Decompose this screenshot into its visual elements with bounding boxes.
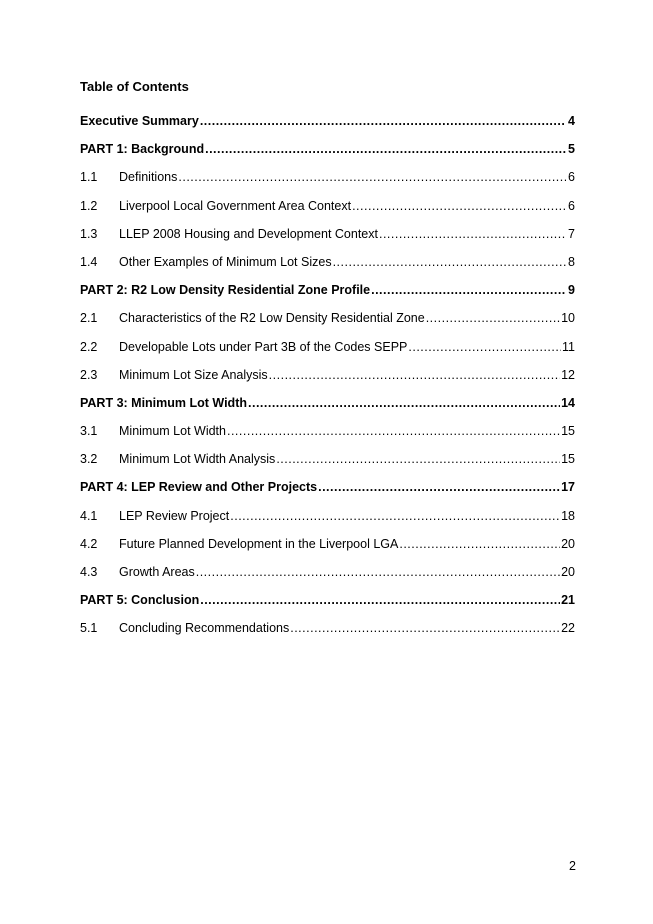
toc-entry-number: 2.2 — [80, 339, 98, 354]
toc-dot-leader — [248, 395, 560, 411]
toc-entry[interactable] — [80, 310, 575, 338]
toc-entry-title: Future Planned Development in the Liverpool LGA — [119, 536, 399, 551]
toc-entry-page: 6 — [568, 198, 575, 213]
toc-entry-title: Minimum Lot Width — [119, 424, 226, 439]
toc-entry-title: Growth Areas — [119, 565, 195, 579]
toc-entry-number: 1.4 — [80, 254, 98, 269]
toc-entry-page: 9 — [568, 283, 575, 298]
toc-entry-page: 6 — [568, 170, 575, 185]
toc-entry-page: 21 — [561, 593, 575, 608]
toc-entry-page: 5 — [568, 142, 575, 157]
toc-entry-title: Definitions — [119, 170, 178, 185]
toc-entry-number: 3.1 — [80, 424, 98, 439]
toc-entry[interactable] — [80, 564, 575, 592]
toc-entry[interactable] — [80, 508, 575, 536]
toc-entry-page: 8 — [568, 254, 575, 269]
toc-entry-page: 15 — [561, 452, 575, 467]
toc-entry-number: 5.1 — [80, 621, 98, 636]
toc-entry-title: PART 3: Minimum Lot Width — [80, 395, 247, 410]
toc-dot-leader — [200, 113, 566, 129]
toc-dot-leader — [290, 620, 560, 636]
toc-entry-title: LLEP 2008 Housing and Development Context — [119, 226, 378, 241]
toc-dot-leader — [379, 226, 566, 242]
toc-dot-leader — [371, 282, 566, 298]
toc-entry-title: Liverpool Local Government Area Context — [119, 198, 352, 213]
toc-entry-number: 4.2 — [80, 536, 98, 551]
toc-entry-page: 14 — [561, 395, 575, 410]
toc-entry[interactable] — [80, 113, 575, 141]
toc-dot-leader — [269, 367, 560, 383]
toc-title: Table of Contents — [80, 79, 189, 94]
toc-entry[interactable] — [80, 620, 575, 648]
toc-entry-page: 12 — [561, 367, 575, 382]
toc-entry-number: 1.1 — [80, 170, 98, 185]
toc-entry-title: PART 1: Background — [80, 142, 205, 157]
toc-dot-leader — [408, 339, 561, 355]
toc-entry-page: 20 — [561, 565, 575, 579]
toc-dot-leader — [426, 310, 560, 326]
toc-entry[interactable] — [80, 479, 575, 507]
toc-entry-page: 22 — [561, 621, 575, 636]
toc-dot-leader — [399, 536, 560, 552]
toc-entry[interactable] — [80, 226, 575, 254]
page-number: 2 — [569, 859, 576, 873]
toc-entry-page: 15 — [561, 424, 575, 439]
toc-entry-title: LEP Review Project — [119, 508, 230, 523]
toc-entry[interactable] — [80, 339, 575, 367]
toc-entry-number: 2.3 — [80, 367, 98, 382]
toc-entry-number: 4.3 — [80, 565, 98, 579]
toc-entry[interactable] — [80, 254, 575, 282]
toc-entry[interactable] — [80, 198, 575, 226]
toc-dot-leader — [333, 254, 566, 270]
toc-dot-leader — [230, 508, 560, 524]
toc-entry[interactable] — [80, 141, 575, 169]
toc-entry-title: Characteristics of the R2 Low Density Residential Zone — [119, 311, 425, 326]
toc-entry[interactable] — [80, 536, 575, 564]
toc-entry-number: 2.1 — [80, 311, 98, 326]
toc-entry-page: 11 — [562, 339, 575, 354]
toc-dot-leader — [178, 169, 566, 185]
toc-entry-page: 10 — [561, 311, 575, 326]
toc-entry-title: Minimum Lot Width Analysis — [119, 452, 276, 467]
toc-dot-leader — [205, 141, 566, 157]
toc-entry-title: PART 5: Conclusion — [80, 593, 200, 608]
toc-entry-title: Concluding Recommendations — [119, 621, 290, 636]
toc-entry[interactable] — [80, 395, 575, 423]
toc-entry-number: 4.1 — [80, 508, 98, 523]
toc-entry[interactable] — [80, 592, 575, 620]
toc-entry-title: Minimum Lot Size Analysis — [119, 367, 268, 382]
toc-dot-leader — [200, 592, 560, 608]
toc-entry-page: 17 — [561, 480, 575, 495]
toc-entry-page: 18 — [561, 508, 575, 523]
toc-entry-number: 1.3 — [80, 226, 98, 241]
toc-dot-leader — [352, 198, 566, 214]
toc-entry[interactable] — [80, 451, 575, 479]
toc-entry-page: 7 — [568, 226, 575, 241]
toc-dot-leader — [227, 423, 560, 439]
toc-entry-title: Executive Summary — [80, 114, 199, 128]
toc-dot-leader — [196, 564, 560, 580]
toc-entry-title: PART 4: LEP Review and Other Projects — [80, 480, 318, 495]
toc-entry-number: 3.2 — [80, 452, 98, 467]
toc-entry[interactable] — [80, 367, 575, 395]
toc-entry-title: Other Examples of Minimum Lot Sizes — [119, 254, 332, 269]
toc-dot-leader — [318, 479, 560, 495]
toc-entry-title: PART 2: R2 Low Density Residential Zone Profile — [80, 283, 371, 298]
toc-list — [80, 113, 575, 649]
toc-entry[interactable] — [80, 282, 575, 310]
toc-entry[interactable] — [80, 169, 575, 197]
toc-entry-title: Developable Lots under Part 3B of the Codes SEPP — [119, 339, 408, 354]
toc-dot-leader — [276, 451, 560, 467]
toc-entry[interactable] — [80, 423, 575, 451]
toc-entry-page: 20 — [561, 536, 575, 551]
toc-entry-page: 4 — [568, 114, 575, 128]
toc-entry-number: 1.2 — [80, 198, 98, 213]
